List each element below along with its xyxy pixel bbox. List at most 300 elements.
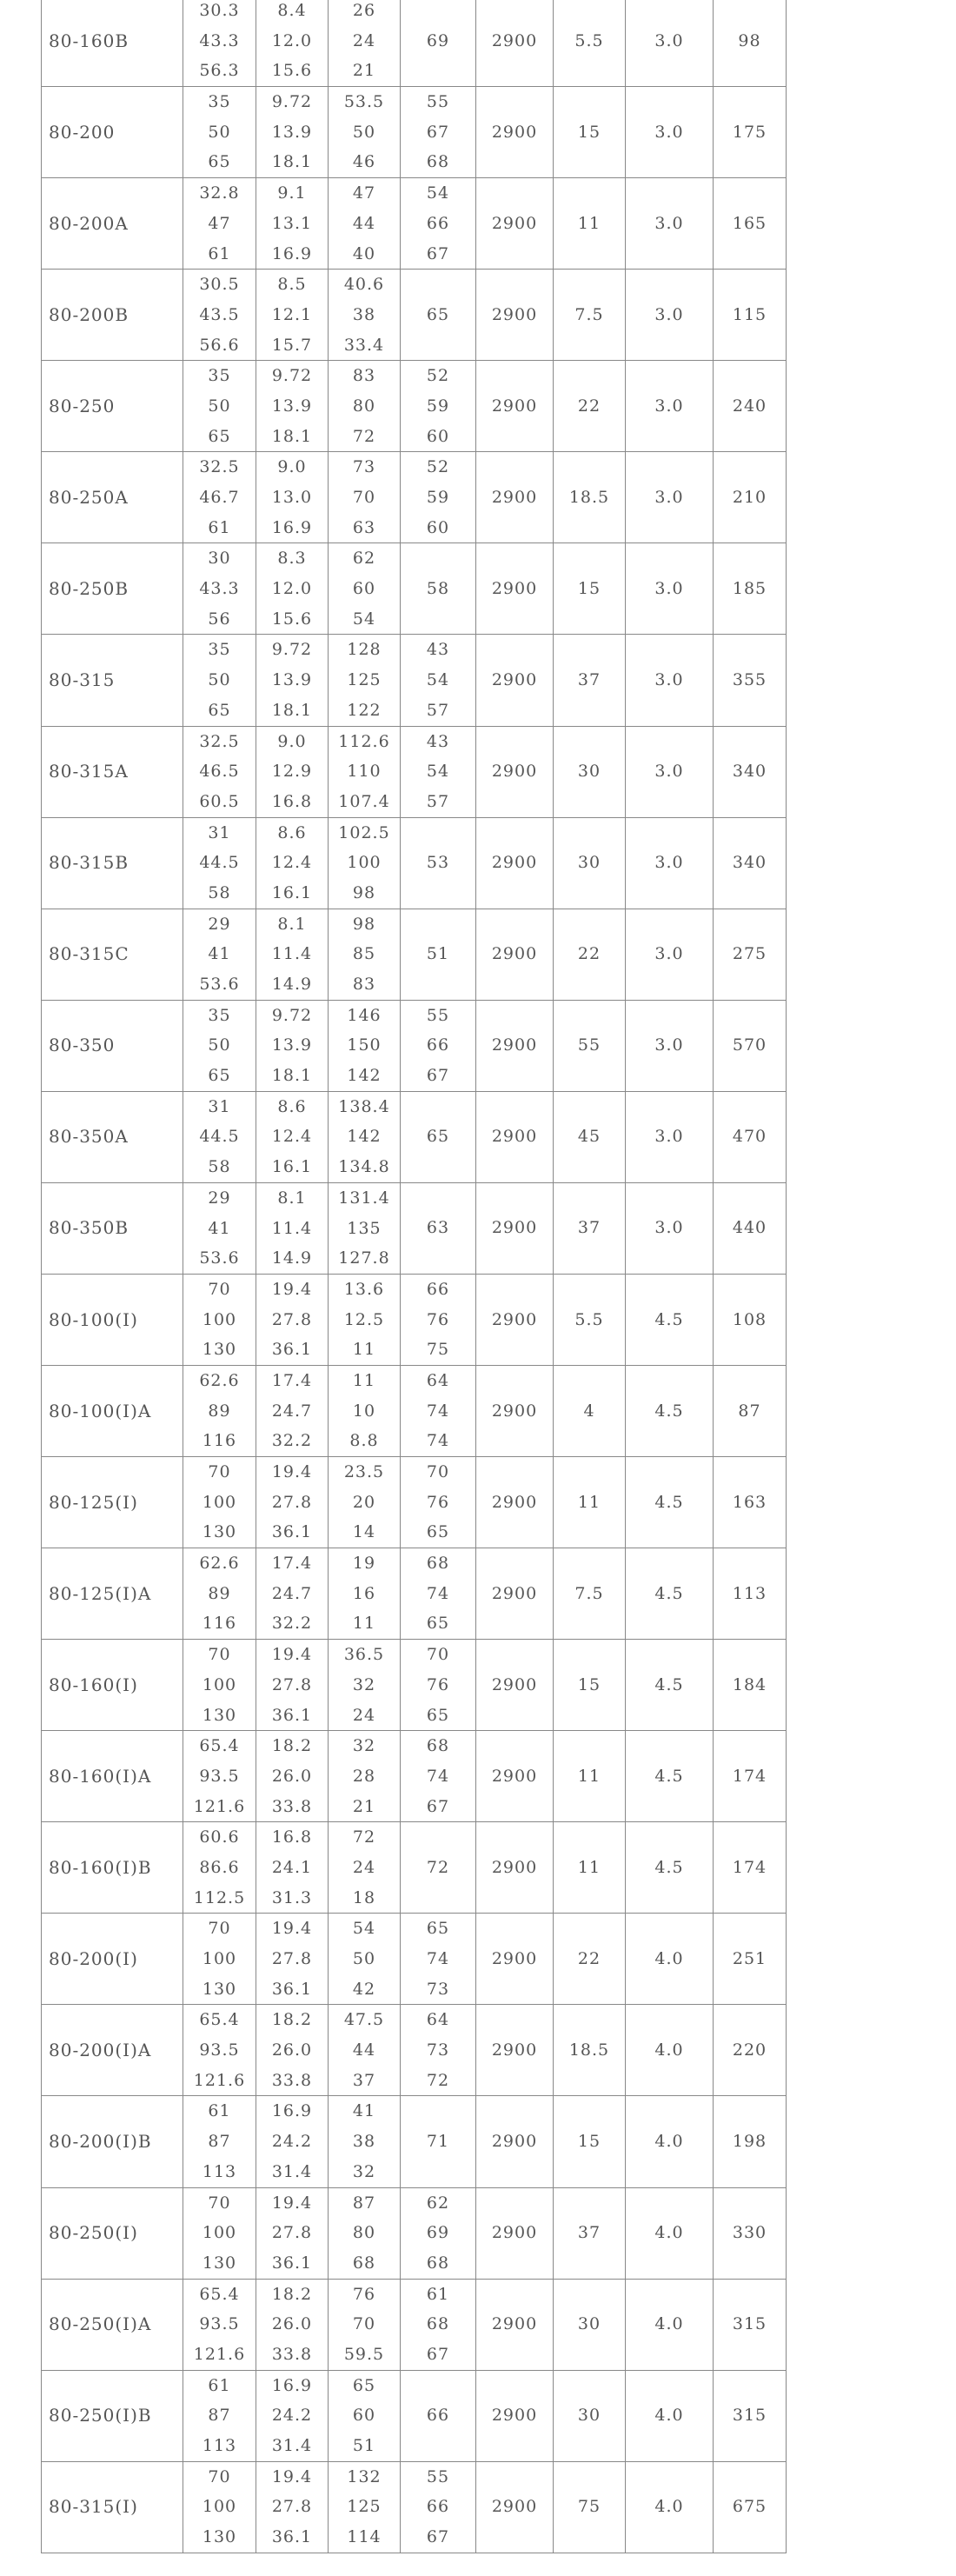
power-cell: 22 [554, 361, 626, 452]
efficiency-cell-value: 70 [426, 1462, 450, 1481]
head-cell-value: 24 [352, 1857, 376, 1877]
npsh-cell: 3.0 [626, 1000, 714, 1091]
flow-m3h-cell-value: 130 [202, 1340, 237, 1360]
flow-m3h-cell-value: 113 [202, 2161, 237, 2181]
efficiency-cell [401, 87, 476, 178]
table-row [42, 817, 787, 909]
weight-cell: 108 [714, 1274, 787, 1365]
model-cell: 80-200(I)A [42, 2005, 183, 2096]
head-cell-value: 125 [347, 2497, 382, 2517]
speed-cell: 2900 [476, 0, 554, 87]
efficiency-cell-value: 67 [426, 122, 450, 142]
flow-ls-cell-value: 12.4 [271, 1127, 313, 1147]
flow-m3h-cell-value: 32.5 [199, 457, 240, 477]
flow-m3h-cell [183, 1182, 256, 1274]
table-row [42, 2461, 787, 2553]
head-cell-value: 112.6 [338, 731, 390, 751]
speed-cell: 2900 [476, 635, 554, 726]
flow-ls-cell-value: 15.7 [271, 335, 313, 355]
flow-m3h-cell-value: 60.6 [199, 1827, 240, 1847]
flow-ls-cell-value: 32.2 [271, 1614, 313, 1634]
flow-ls-cell-value: 9.72 [271, 92, 313, 112]
efficiency-cell [401, 726, 476, 817]
flow-ls-cell-value: 24.7 [271, 1583, 313, 1603]
weight-cell: 340 [714, 726, 787, 817]
flow-ls-cell-value: 12.9 [271, 762, 313, 782]
table-row [42, 1091, 787, 1182]
flow-m3h-cell-value: 46.7 [199, 488, 240, 507]
table-row [42, 2370, 787, 2461]
flow-m3h-cell-value: 93.5 [199, 2314, 240, 2334]
flow-ls-cell-value: 8.1 [277, 1188, 307, 1208]
head-cell-value: 37 [352, 2070, 376, 2090]
efficiency-cell-value: 52 [426, 366, 450, 386]
head-cell [329, 1182, 401, 1274]
head-cell [329, 270, 401, 361]
flow-ls-cell [256, 0, 329, 87]
efficiency-cell-value: 73 [426, 1979, 450, 1999]
head-cell-value: 26 [352, 1, 376, 20]
flow-m3h-cell [183, 1000, 256, 1091]
head-cell-value: 38 [352, 304, 376, 324]
flow-m3h-cell-value: 61 [208, 243, 231, 263]
head-cell-value: 80 [352, 396, 376, 416]
flow-ls-cell-value: 16.1 [271, 1157, 313, 1177]
flow-ls-cell-value: 9.0 [277, 731, 307, 751]
head-cell-value: 13.6 [343, 1279, 385, 1299]
flow-ls-cell [256, 1640, 329, 1731]
head-cell-value: 150 [347, 1035, 382, 1055]
flow-ls-cell [256, 635, 329, 726]
flow-m3h-cell-value: 100 [202, 2497, 237, 2517]
head-cell [329, 1457, 401, 1548]
flow-m3h-cell-value: 70 [208, 1645, 231, 1665]
flow-ls-cell-value: 16.9 [271, 2375, 313, 2395]
head-cell-value: 80 [352, 2223, 376, 2243]
efficiency-cell: 65 [401, 270, 476, 361]
head-cell [329, 2279, 401, 2370]
power-cell: 11 [554, 1457, 626, 1548]
efficiency-cell-value: 66 [426, 1279, 450, 1299]
flow-m3h-cell-value: 65 [208, 152, 231, 172]
head-cell-value: 134.8 [338, 1157, 390, 1177]
power-cell: 22 [554, 909, 626, 1000]
efficiency-cell-value: 74 [426, 1766, 450, 1786]
efficiency-cell-value: 54 [426, 670, 450, 690]
model-cell: 80-315(I) [42, 2461, 183, 2553]
head-cell-value: 72 [352, 1827, 376, 1847]
model-cell: 80-250A [42, 452, 183, 543]
model-cell: 80-250(I)A [42, 2279, 183, 2370]
npsh-cell: 4.0 [626, 2005, 714, 2096]
model-cell: 80-250B [42, 543, 183, 635]
flow-m3h-cell-value: 56.3 [199, 61, 240, 81]
flow-m3h-cell-value: 35 [208, 1005, 231, 1025]
npsh-cell: 4.5 [626, 1640, 714, 1731]
head-cell [329, 2461, 401, 2553]
npsh-cell: 3.0 [626, 270, 714, 361]
flow-m3h-cell-value: 93.5 [199, 2040, 240, 2060]
flow-ls-cell-value: 19.4 [271, 2466, 313, 2486]
power-cell: 18.5 [554, 452, 626, 543]
weight-cell: 470 [714, 1091, 787, 1182]
flow-ls-cell-value: 9.1 [277, 183, 307, 203]
head-cell-value: 51 [352, 2436, 376, 2455]
npsh-cell: 3.0 [626, 1091, 714, 1182]
flow-m3h-cell-value: 130 [202, 1705, 237, 1725]
head-cell-value: 24 [352, 30, 376, 50]
flow-m3h-cell [183, 2279, 256, 2370]
table-row [42, 270, 787, 361]
head-cell-value: 54 [352, 609, 376, 629]
head-cell [329, 452, 401, 543]
model-cell: 80-160(I)A [42, 1731, 183, 1822]
efficiency-cell: 53 [401, 817, 476, 909]
flow-m3h-cell-value: 116 [202, 1431, 237, 1451]
head-cell-value: 44 [352, 213, 376, 233]
flow-m3h-cell-value: 31 [208, 822, 231, 842]
flow-m3h-cell-value: 32.5 [199, 731, 240, 751]
flow-m3h-cell [183, 635, 256, 726]
head-cell [329, 1640, 401, 1731]
flow-m3h-cell-value: 116 [202, 1614, 237, 1634]
weight-cell: 198 [714, 2096, 787, 2187]
flow-ls-cell-value: 19.4 [271, 2193, 313, 2213]
head-cell-value: 50 [352, 122, 376, 142]
efficiency-cell-value: 54 [426, 762, 450, 782]
model-cell: 80-160(I) [42, 1640, 183, 1731]
efficiency-cell: 66 [401, 2370, 476, 2461]
flow-ls-cell [256, 1457, 329, 1548]
weight-cell: 315 [714, 2370, 787, 2461]
speed-cell: 2900 [476, 2005, 554, 2096]
npsh-cell: 3.0 [626, 726, 714, 817]
flow-m3h-cell-value: 44.5 [199, 853, 240, 873]
table-row [42, 1731, 787, 1822]
model-cell: 80-200B [42, 270, 183, 361]
model-cell: 80-100(I)A [42, 1365, 183, 1456]
model-cell: 80-125(I) [42, 1457, 183, 1548]
efficiency-cell-value: 67 [426, 2344, 450, 2364]
head-cell [329, 1822, 401, 1914]
flow-m3h-cell-value: 121.6 [193, 1796, 246, 1816]
flow-ls-cell-value: 12.0 [271, 30, 313, 50]
head-cell-value: 24 [352, 1705, 376, 1725]
table-row [42, 2005, 787, 2096]
model-cell: 80-315 [42, 635, 183, 726]
table-row [42, 1000, 787, 1091]
flow-ls-cell [256, 2187, 329, 2279]
flow-ls-cell-value: 36.1 [271, 1340, 313, 1360]
efficiency-cell-value: 67 [426, 1796, 450, 1816]
flow-ls-cell-value: 31.3 [271, 1887, 313, 1907]
flow-ls-cell [256, 270, 329, 361]
flow-ls-cell-value: 18.1 [271, 152, 313, 172]
flow-m3h-cell-value: 50 [208, 396, 231, 416]
weight-cell: 210 [714, 452, 787, 543]
flow-m3h-cell-value: 61 [208, 2375, 231, 2395]
model-cell: 80-200A [42, 178, 183, 270]
efficiency-cell-value: 72 [426, 2070, 450, 2090]
weight-cell: 175 [714, 87, 787, 178]
flow-ls-cell-value: 13.9 [271, 396, 313, 416]
table-row [42, 543, 787, 635]
efficiency-cell: 72 [401, 1822, 476, 1914]
efficiency-cell-value: 75 [426, 1340, 450, 1360]
flow-m3h-cell-value: 50 [208, 1035, 231, 1055]
speed-cell: 2900 [476, 1548, 554, 1640]
power-cell: 37 [554, 1182, 626, 1274]
head-cell-value: 125 [347, 670, 382, 690]
model-cell: 80-200 [42, 87, 183, 178]
flow-m3h-cell-value: 100 [202, 1674, 237, 1694]
head-cell-value: 98 [352, 882, 376, 902]
speed-cell: 2900 [476, 1365, 554, 1456]
power-cell: 18.5 [554, 2005, 626, 2096]
efficiency-cell-value: 61 [426, 2284, 450, 2304]
weight-cell: 174 [714, 1731, 787, 1822]
flow-m3h-cell [183, 909, 256, 1000]
flow-ls-cell-value: 8.1 [277, 914, 307, 934]
flow-ls-cell [256, 2461, 329, 2553]
npsh-cell: 4.5 [626, 1274, 714, 1365]
head-cell-value: 44 [352, 2040, 376, 2060]
head-cell-value: 11 [352, 1370, 376, 1390]
flow-ls-cell [256, 452, 329, 543]
flow-ls-cell-value: 14.9 [271, 1248, 313, 1268]
flow-m3h-cell [183, 1091, 256, 1182]
efficiency-cell-value: 54 [426, 183, 450, 203]
flow-m3h-cell-value: 100 [202, 2223, 237, 2243]
flow-ls-cell-value: 27.8 [271, 1309, 313, 1329]
head-cell [329, 726, 401, 817]
weight-cell: 113 [714, 1548, 787, 1640]
head-cell-value: 36.5 [343, 1645, 385, 1665]
head-cell-value: 142 [347, 1127, 382, 1147]
flow-m3h-cell-value: 86.6 [199, 1857, 240, 1877]
npsh-cell: 3.0 [626, 909, 714, 1000]
table-row [42, 0, 787, 87]
flow-m3h-cell-value: 121.6 [193, 2344, 246, 2364]
flow-m3h-cell-value: 41 [208, 944, 231, 964]
head-cell-value: 41 [352, 2101, 376, 2121]
npsh-cell: 4.5 [626, 1822, 714, 1914]
efficiency-cell-value: 68 [426, 1736, 450, 1756]
power-cell: 30 [554, 2279, 626, 2370]
model-cell: 80-315A [42, 726, 183, 817]
head-cell-value: 87 [352, 2193, 376, 2213]
efficiency-cell-value: 64 [426, 1370, 450, 1390]
flow-m3h-cell-value: 35 [208, 366, 231, 386]
efficiency-cell [401, 1548, 476, 1640]
power-cell: 37 [554, 2187, 626, 2279]
head-cell-value: 21 [352, 1796, 376, 1816]
power-cell: 30 [554, 817, 626, 909]
flow-m3h-cell [183, 270, 256, 361]
flow-ls-cell-value: 33.8 [271, 2344, 313, 2364]
flow-ls-cell-value: 13.1 [271, 213, 313, 233]
npsh-cell: 3.0 [626, 361, 714, 452]
flow-ls-cell-value: 13.9 [271, 670, 313, 690]
flow-ls-cell [256, 1000, 329, 1091]
table-body [42, 0, 787, 2553]
head-cell-value: 33.4 [343, 335, 385, 355]
speed-cell: 2900 [476, 2279, 554, 2370]
head-cell-value: 18 [352, 1887, 376, 1907]
speed-cell: 2900 [476, 1640, 554, 1731]
efficiency-cell-value: 66 [426, 213, 450, 233]
flow-m3h-cell-value: 112.5 [193, 1887, 246, 1907]
flow-ls-cell-value: 11.4 [271, 1218, 313, 1238]
power-cell: 4 [554, 1365, 626, 1456]
npsh-cell: 4.0 [626, 1914, 714, 2005]
power-cell: 55 [554, 1000, 626, 1091]
flow-ls-cell [256, 2096, 329, 2187]
flow-ls-cell-value: 9.72 [271, 366, 313, 386]
flow-m3h-cell-value: 113 [202, 2436, 237, 2455]
npsh-cell: 3.0 [626, 87, 714, 178]
model-cell: 80-250 [42, 361, 183, 452]
npsh-cell: 4.0 [626, 2187, 714, 2279]
efficiency-cell-value: 60 [426, 426, 450, 446]
head-cell-value: 32 [352, 1674, 376, 1694]
flow-m3h-cell-value: 93.5 [199, 1766, 240, 1786]
head-cell-value: 135 [347, 1218, 382, 1238]
flow-ls-cell [256, 1091, 329, 1182]
head-cell [329, 0, 401, 87]
npsh-cell: 3.0 [626, 0, 714, 87]
efficiency-cell [401, 1731, 476, 1822]
flow-ls-cell-value: 31.4 [271, 2436, 313, 2455]
speed-cell: 2900 [476, 1182, 554, 1274]
head-cell [329, 817, 401, 909]
flow-ls-cell-value: 13.9 [271, 122, 313, 142]
flow-ls-cell [256, 361, 329, 452]
table-row [42, 2279, 787, 2370]
flow-ls-cell [256, 1731, 329, 1822]
npsh-cell: 3.0 [626, 543, 714, 635]
flow-m3h-cell-value: 43.3 [199, 579, 240, 599]
flow-m3h-cell [183, 2187, 256, 2279]
flow-ls-cell [256, 2370, 329, 2461]
head-cell-value: 10 [352, 1401, 376, 1421]
head-cell-value: 16 [352, 1583, 376, 1603]
efficiency-cell [401, 1640, 476, 1731]
flow-ls-cell-value: 16.8 [271, 1827, 313, 1847]
table-row [42, 1640, 787, 1731]
flow-m3h-cell-value: 70 [208, 1279, 231, 1299]
flow-m3h-cell-value: 65 [208, 1066, 231, 1086]
flow-m3h-cell-value: 58 [208, 882, 231, 902]
flow-ls-cell-value: 16.8 [271, 791, 313, 811]
table-row [42, 1457, 787, 1548]
table-row [42, 1274, 787, 1365]
efficiency-cell [401, 635, 476, 726]
flow-m3h-cell-value: 41 [208, 1218, 231, 1238]
weight-cell: 240 [714, 361, 787, 452]
head-cell-value: 102.5 [338, 822, 390, 842]
npsh-cell: 4.5 [626, 1548, 714, 1640]
head-cell [329, 1365, 401, 1456]
head-cell-value: 70 [352, 2314, 376, 2334]
flow-ls-cell-value: 16.9 [271, 2101, 313, 2121]
flow-ls-cell-value: 24.7 [271, 1401, 313, 1421]
table-row [42, 726, 787, 817]
head-cell-value: 42 [352, 1979, 376, 1999]
efficiency-cell [401, 361, 476, 452]
speed-cell: 2900 [476, 361, 554, 452]
flow-ls-cell-value: 19.4 [271, 1919, 313, 1939]
flow-ls-cell-value: 12.1 [271, 304, 313, 324]
power-cell: 15 [554, 1640, 626, 1731]
speed-cell: 2900 [476, 909, 554, 1000]
table-row [42, 909, 787, 1000]
head-cell-value: 19 [352, 1554, 376, 1574]
head-cell-value: 14 [352, 1522, 376, 1542]
flow-ls-cell-value: 13.0 [271, 488, 313, 507]
weight-cell: 315 [714, 2279, 787, 2370]
flow-m3h-cell-value: 30 [208, 549, 231, 569]
efficiency-cell: 69 [401, 0, 476, 87]
flow-ls-cell-value: 27.8 [271, 1674, 313, 1694]
power-cell: 75 [554, 2461, 626, 2553]
flow-m3h-cell [183, 361, 256, 452]
flow-ls-cell-value: 19.4 [271, 1462, 313, 1481]
flow-ls-cell-value: 27.8 [271, 1949, 313, 1968]
flow-m3h-cell-value: 87 [208, 2406, 231, 2426]
flow-ls-cell-value: 14.9 [271, 975, 313, 994]
head-cell-value: 100 [347, 853, 382, 873]
flow-m3h-cell [183, 1365, 256, 1456]
npsh-cell: 3.0 [626, 178, 714, 270]
efficiency-cell [401, 2187, 476, 2279]
flow-m3h-cell [183, 2370, 256, 2461]
flow-m3h-cell-value: 100 [202, 1949, 237, 1968]
npsh-cell: 4.5 [626, 1457, 714, 1548]
speed-cell: 2900 [476, 1091, 554, 1182]
speed-cell: 2900 [476, 1822, 554, 1914]
weight-cell: 675 [714, 2461, 787, 2553]
flow-m3h-cell-value: 35 [208, 640, 231, 660]
head-cell-value: 122 [347, 700, 382, 720]
efficiency-cell [401, 2279, 476, 2370]
flow-ls-cell-value: 36.1 [271, 1522, 313, 1542]
npsh-cell: 4.0 [626, 2279, 714, 2370]
head-cell [329, 1914, 401, 2005]
power-cell: 5.5 [554, 0, 626, 87]
flow-ls-cell [256, 178, 329, 270]
head-cell-value: 76 [352, 2284, 376, 2304]
speed-cell: 2900 [476, 178, 554, 270]
model-cell: 80-160B [42, 0, 183, 87]
flow-ls-cell-value: 8.4 [277, 1, 307, 20]
npsh-cell: 3.0 [626, 1182, 714, 1274]
power-cell: 7.5 [554, 270, 626, 361]
npsh-cell: 4.0 [626, 2461, 714, 2553]
npsh-cell: 3.0 [626, 817, 714, 909]
flow-m3h-cell [183, 543, 256, 635]
speed-cell: 2900 [476, 1914, 554, 2005]
flow-m3h-cell-value: 130 [202, 2527, 237, 2547]
efficiency-cell-value: 74 [426, 1583, 450, 1603]
efficiency-cell [401, 1000, 476, 1091]
flow-m3h-cell-value: 61 [208, 517, 231, 537]
flow-ls-cell [256, 1274, 329, 1365]
model-cell: 80-315B [42, 817, 183, 909]
flow-ls-cell [256, 2279, 329, 2370]
flow-ls-cell-value: 18.2 [271, 2010, 313, 2030]
weight-cell: 165 [714, 178, 787, 270]
